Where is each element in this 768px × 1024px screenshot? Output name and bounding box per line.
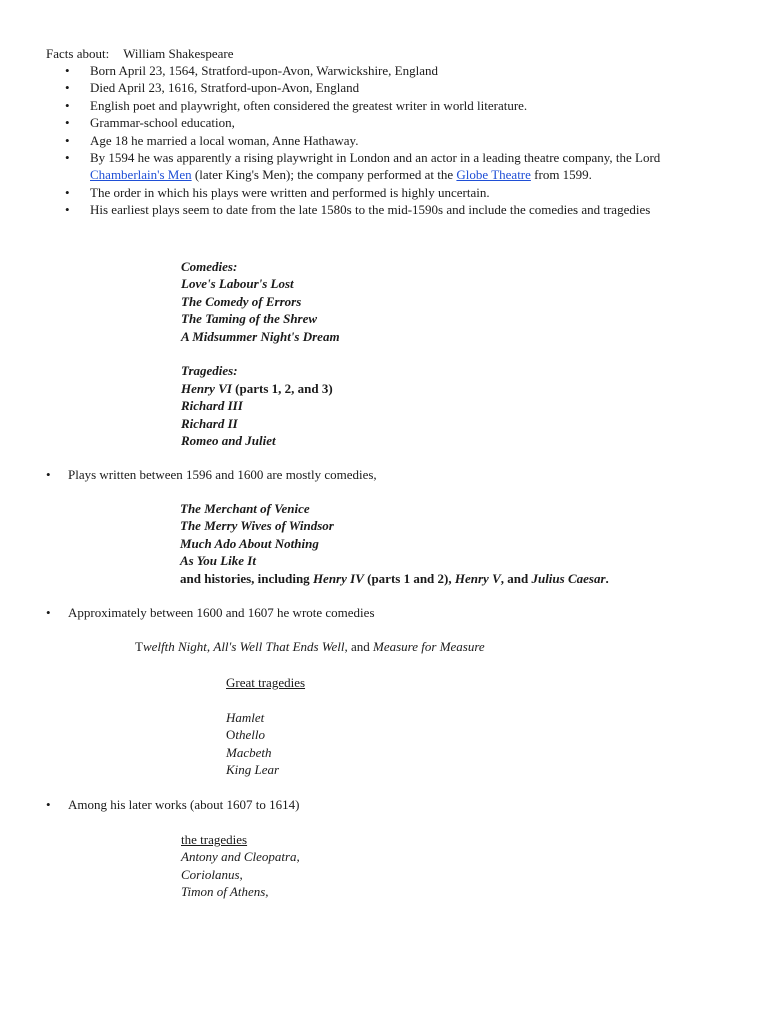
bullet-icon: • bbox=[46, 605, 51, 620]
later-tragedies-heading: the tragedies bbox=[181, 832, 248, 847]
spacer bbox=[181, 345, 340, 362]
plays-1596-block bbox=[180, 500, 609, 587]
play-title: Richard II bbox=[181, 415, 238, 431]
bullet-icon: • bbox=[65, 80, 70, 96]
great-tragedies-block bbox=[226, 674, 305, 778]
bullet-icon: • bbox=[65, 184, 70, 200]
list-item: • English poet and playwright, often considered the greatest writer in world literature. bbox=[65, 97, 528, 113]
bullet-icon: • bbox=[65, 132, 70, 148]
histories-line: and histories, including Henry IV (parts 1 and 2), Henry V, and Julius Caesar. bbox=[180, 570, 609, 586]
bullet-1596: • Plays written between 1596 and 1600 are mostly comedies, bbox=[46, 467, 377, 482]
chamberlains-men-link[interactable]: Chamberlain's Men bbox=[90, 167, 192, 183]
bullet-1600: • Approximately between 1600 and 1607 he wrote comedies bbox=[46, 605, 375, 620]
tragedies-heading: Tragedies: bbox=[181, 363, 238, 379]
list-item: • The order in which his plays were written and performed is highly uncertain. bbox=[65, 184, 490, 200]
list-item: • By 1594 he was apparently a rising playwright in London and an actor in a leading theatre company, the Lord Chamberlain's Men (later King's Men); the company performed at the Globe Theatre from 1599. bbox=[65, 150, 661, 183]
play-title: Antony and Cleopatra, bbox=[181, 849, 300, 865]
bullet-icon: • bbox=[46, 467, 51, 482]
list-item: • Grammar-school education, bbox=[65, 115, 235, 131]
play-title: King Lear bbox=[226, 761, 280, 777]
play-title: The Taming of the Shrew bbox=[181, 311, 318, 327]
title-label: Facts about: bbox=[46, 46, 110, 61]
later-tragedies-block bbox=[181, 831, 300, 901]
list-item: • Died April 23, 1616, Stratford-upon-Avon, England bbox=[65, 80, 360, 96]
bullet-icon: • bbox=[46, 797, 51, 812]
play-title: Richard III bbox=[181, 398, 243, 414]
play-title: As You Like It bbox=[180, 553, 256, 569]
bullet-icon: • bbox=[65, 115, 70, 131]
early-plays-block bbox=[181, 258, 340, 449]
play-title: Henry VI (parts 1, 2, and 3) bbox=[181, 380, 333, 396]
page-title bbox=[46, 45, 233, 62]
list-item: • Born April 23, 1564, Stratford-upon-Avon, Warwickshire, England bbox=[65, 63, 438, 78]
play-title: The Merchant of Venice bbox=[180, 501, 310, 516]
comedies-heading: Comedies: bbox=[181, 259, 238, 274]
list-item: • His earliest plays seem to date from the late 1580s to the mid-1590s and include the comedies and tragedies bbox=[65, 202, 651, 218]
play-title: Othello bbox=[226, 727, 265, 743]
play-title: Timon of Athens, bbox=[181, 884, 269, 900]
bullet-icon: • bbox=[65, 63, 70, 78]
comedies-1600-line: Twelfth Night, All's Well That Ends Well, and Measure for Measure bbox=[135, 639, 485, 654]
play-title: The Comedy of Errors bbox=[181, 293, 302, 309]
facts-list bbox=[46, 62, 726, 219]
play-title: Much Ado About Nothing bbox=[180, 535, 319, 551]
play-title: Romeo and Juliet bbox=[181, 432, 276, 448]
bullet-icon: • bbox=[65, 150, 70, 166]
play-title: A Midsummer Night's Dream bbox=[181, 328, 340, 344]
play-title: Love's Labour's Lost bbox=[181, 276, 294, 292]
bullet-icon: • bbox=[65, 97, 70, 113]
great-tragedies-heading: Great tragedies bbox=[226, 675, 306, 690]
bullet-later: • Among his later works (about 1607 to 1614) bbox=[46, 797, 300, 812]
play-title: Hamlet bbox=[226, 709, 265, 725]
play-title: Coriolanus, bbox=[181, 866, 243, 882]
title-name: William Shakespeare bbox=[123, 46, 234, 61]
globe-theatre-link[interactable]: Globe Theatre bbox=[456, 167, 531, 183]
bullet-icon: • bbox=[65, 202, 70, 218]
list-item: • Age 18 he married a local woman, Anne Hathaway. bbox=[65, 132, 359, 148]
spacer bbox=[226, 691, 305, 708]
play-title: The Merry Wives of Windsor bbox=[180, 518, 334, 534]
play-title: Macbeth bbox=[226, 744, 272, 760]
